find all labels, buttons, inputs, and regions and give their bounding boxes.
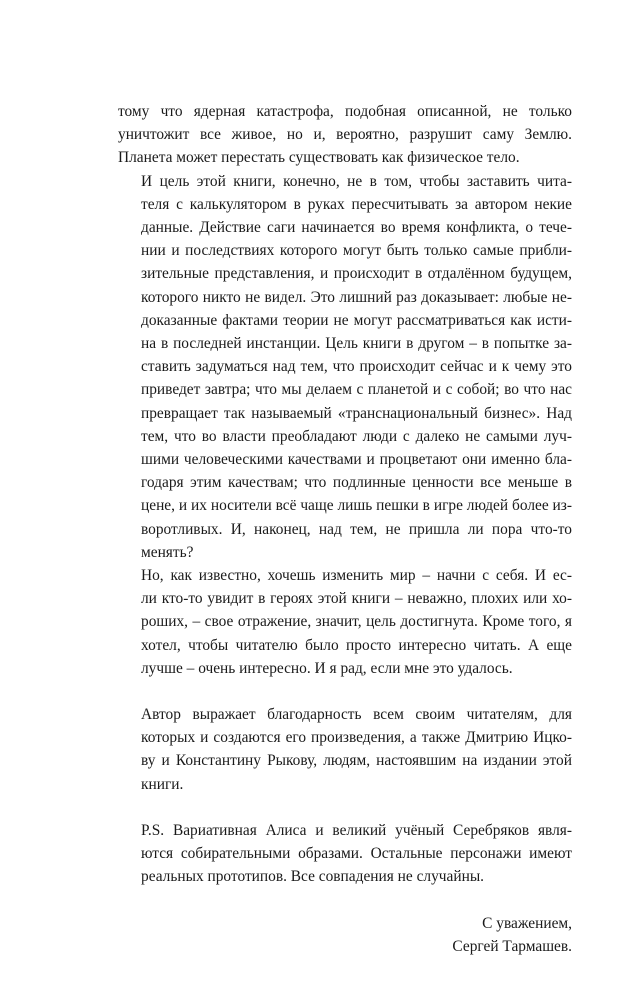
text-line: превращает так называемый «транснациональный бизнес». Над [141, 404, 572, 422]
text-line: которых и создаются его произведения, а также Дмитрию Ицко- [141, 729, 572, 747]
text-block [118, 100, 572, 958]
text-line: ву и Константину Рыкову, людям, настоявшим на издании этой [141, 752, 572, 770]
postscript-paragraph [118, 819, 572, 889]
text-line: тем, что во власти преобладают люди с далеко не самыми луч- [141, 427, 572, 445]
text-line: книги. [141, 775, 184, 793]
signature-author: Сергей Тармашев. [452, 937, 572, 955]
paragraph-1 [118, 100, 572, 170]
text-line: которого никто не видел. Это лишний раз доказывает: любые не- [141, 288, 572, 306]
text-line: ются собирательными образами. Остальные персонажи имеют [141, 845, 572, 863]
paragraph-2 [118, 170, 572, 564]
paragraph-3 [118, 564, 572, 680]
text-line: данные. Действие саги начинается во время конфликта, о тече- [141, 219, 572, 237]
text-line: уничтожит все живое, но и, вероятно, разрушит саму Землю. [118, 126, 572, 144]
text-line: роших, – свое отражение, значит, цель достигнута. Кроме того, я [141, 613, 572, 631]
text-line: годаря этим качествам; что подлинные ценности все меньше в [141, 474, 572, 492]
text-line: воротливых. И, наконец, над тем, не пришла ли пора что-то [141, 520, 572, 538]
text-line: зительные представления, и происходит в отдалённом будущем, [141, 265, 572, 283]
text-line: тому что ядерная катастрофа, подобная описанной, не только [118, 103, 572, 120]
text-line: хотел, чтобы читателю было просто интересно читать. А еще [141, 636, 572, 654]
text-line: реальных прототипов. Все совпадения не случайны. [141, 868, 485, 886]
text-line: И цель этой книги, конечно, не в том, чтобы заставить чита- [141, 172, 572, 190]
signature-closing: С уважением, [482, 914, 572, 932]
text-line: шими человеческими качествами и процветают они именно бла- [141, 451, 572, 469]
text-line: приведет завтра; что мы делаем с планетой и с собой; во что нас [141, 381, 572, 399]
text-line: лучше – очень интересно. И я рад, если мне это удалось. [141, 659, 513, 677]
text-line: на в последней инстанции. Цель книги в другом – в попытке за- [141, 335, 572, 353]
text-line: Планета может перестать существовать как физическое тело. [118, 149, 520, 167]
text-line: менять? [141, 543, 194, 561]
text-line: ли кто-то увидит в героях этой книги – неважно, плохих или хо- [141, 590, 572, 608]
text-line: доказанные фактами теории не могут рассматриваться как исти- [141, 311, 572, 329]
text-line: теля с калькулятором в руках пересчитывать за автором некие [141, 195, 572, 213]
acknowledgement-paragraph [118, 703, 572, 796]
text-line: Но, как известно, хочешь изменить мир – начни с себя. И ес- [141, 567, 572, 585]
text-line: нии и последствиях которого могут быть только самые прибли- [141, 242, 572, 260]
text-line: P.S. Вариативная Алиса и великий учёный Серебряков явля- [141, 821, 572, 839]
signature-block [118, 912, 572, 958]
text-line: цене, и их носители всё чаще лишь пешки в игре людей более из- [141, 497, 572, 515]
text-line: Автор выражает благодарность всем своим читателям, для [141, 706, 572, 724]
text-line: ставить задуматься над тем, что происходит сейчас и к чему это [141, 358, 572, 376]
